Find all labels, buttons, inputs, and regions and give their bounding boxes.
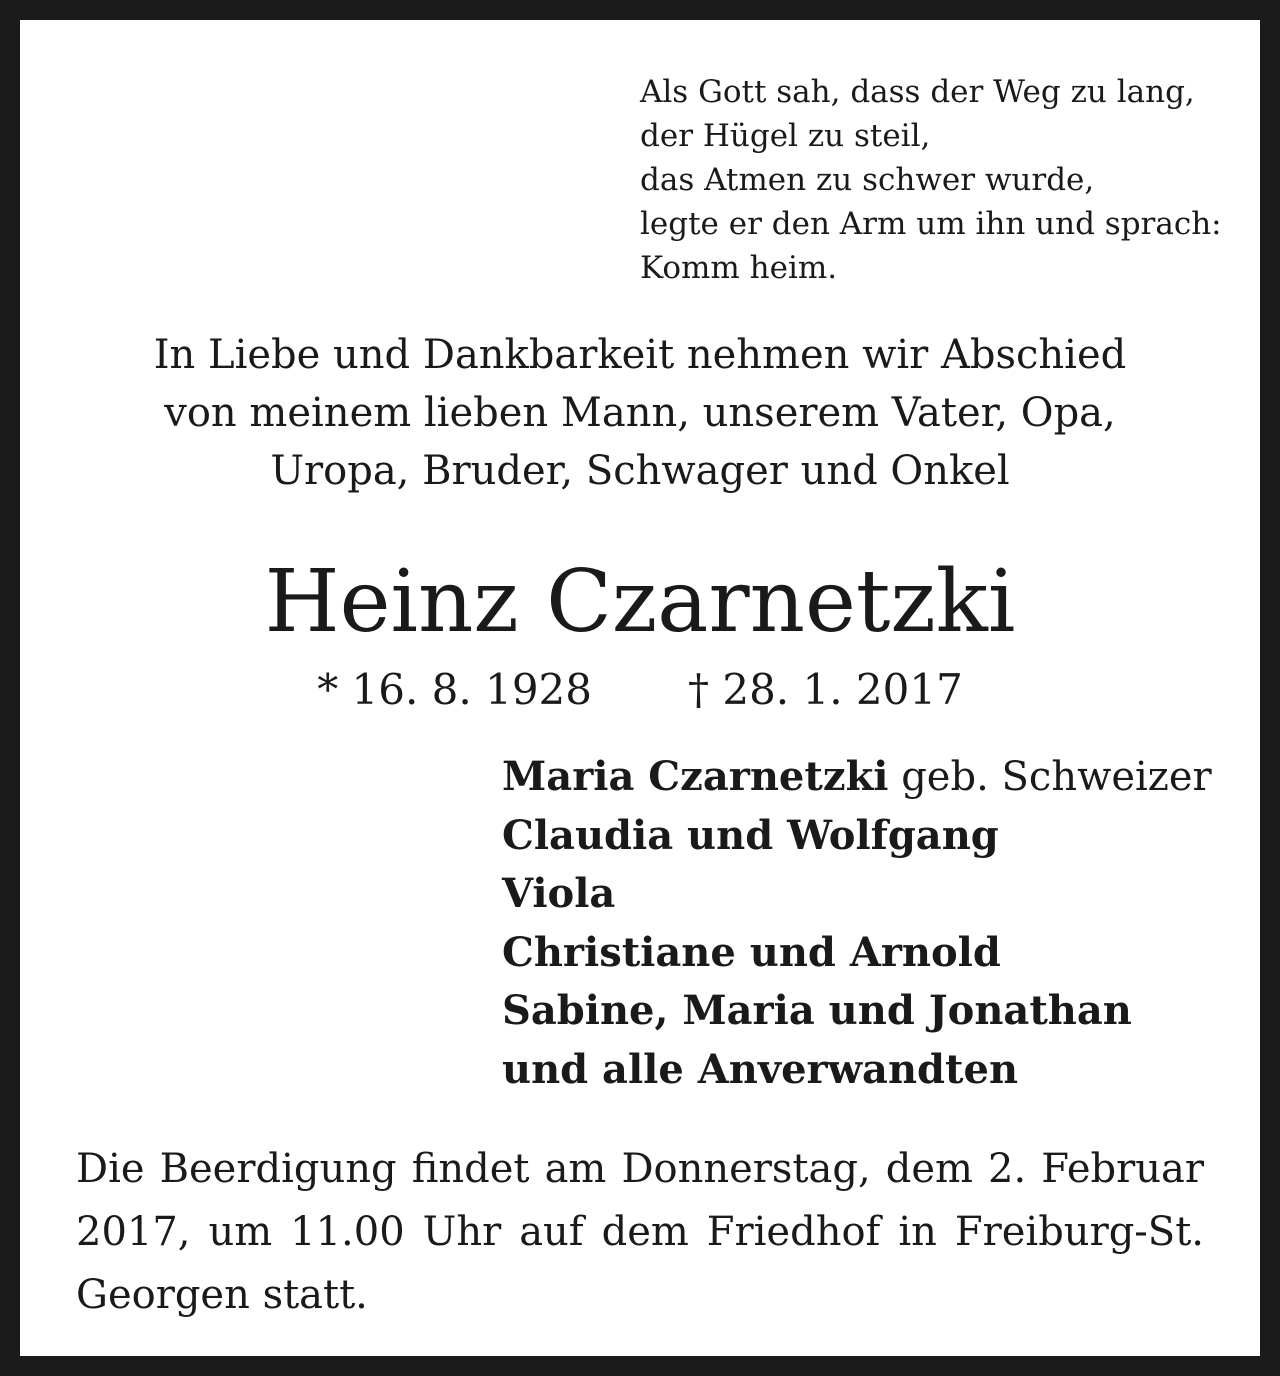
life-dates xyxy=(20,662,1260,718)
birth-date: * 16. 8. 1928 xyxy=(317,665,592,714)
family-line: Viola xyxy=(502,870,616,917)
poem-line: Komm heim. xyxy=(640,250,838,286)
intro-line: von meinem lieben Mann, unserem Vater, Opa, xyxy=(164,390,1116,436)
intro-line: In Liebe und Dankbarkeit nehmen wir Abschied xyxy=(153,332,1127,378)
family-line: Claudia und Wolfgang xyxy=(502,811,999,859)
poem xyxy=(640,70,1240,290)
intro-text xyxy=(20,326,1260,500)
family-line: Sabine, Maria und Jonathan xyxy=(502,987,1132,1034)
poem-line: der Hügel zu steil, xyxy=(640,118,931,154)
intro-line: Uropa, Bruder, Schwager und Onkel xyxy=(270,448,1010,494)
family-line xyxy=(502,748,1242,807)
deceased-name: Heinz Czarnetzki xyxy=(264,552,1016,652)
family-line: und alle Anverwandten xyxy=(502,1045,1019,1093)
poem-line: legte er den Arm um ihn und sprach: xyxy=(640,206,1222,242)
maiden-name-note: geb. Schweizer xyxy=(888,754,1212,800)
poem-line: das Atmen zu schwer wurde, xyxy=(640,162,1095,198)
funeral-notice: Die Beerdigung findet am Donnerstag, dem 2. Februar 2017, um 11.00 Uhr auf dem Friedhof in Freiburg-St. Georgen statt. xyxy=(76,1146,1204,1318)
family-line: Christiane und Arnold xyxy=(502,928,1001,976)
family-list xyxy=(502,748,1242,1099)
family-member-name: Maria Czarnetzki xyxy=(502,753,889,800)
obituary-notice xyxy=(20,20,1260,1356)
poem-line: Als Gott sah, dass der Weg zu lang, xyxy=(640,74,1195,110)
death-date: † 28. 1. 2017 xyxy=(688,665,963,714)
